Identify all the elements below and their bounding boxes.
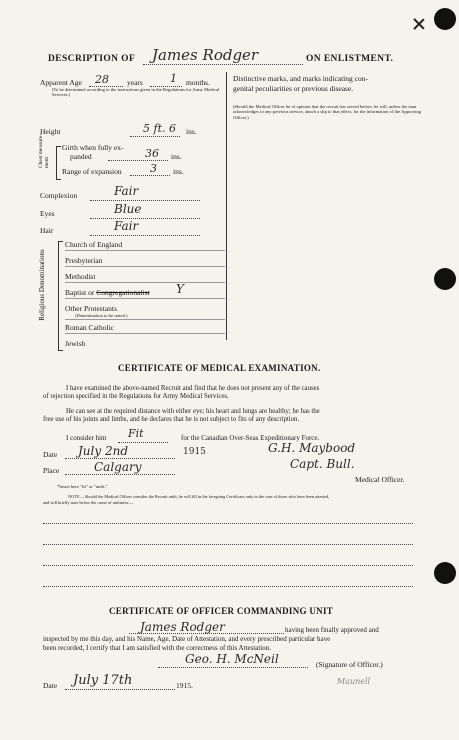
commanding-year: 1915.	[176, 681, 193, 690]
eyes-value: Blue	[114, 202, 142, 216]
religion-bracket	[58, 241, 63, 351]
expeditionary-force-label: for the Canadian Over-Seas Expeditionary Force.	[181, 434, 320, 442]
girth-unit: ins.	[171, 152, 182, 161]
complexion-label: Complexion	[40, 191, 78, 200]
binder-hole-middle	[434, 268, 456, 290]
height-unit: ins.	[186, 127, 197, 136]
medical-officer-rank: Capt. Bull.	[290, 457, 355, 471]
medical-para2-line2: free use of his joints and limbs, and he declares that he is not subject to fits of any description.	[43, 416, 300, 423]
girth-value: 36	[145, 147, 159, 160]
commanding-officer-certificate-title: CERTIFICATE OF OFFICER COMMANDING UNIT	[109, 606, 334, 616]
commanding-officer-signature: Geo. H. McNeil	[185, 652, 279, 666]
faint-initials: Maunell	[337, 677, 371, 686]
baptist-prefix: Baptist or	[65, 288, 95, 297]
signature-of-officer-label: (Signature of Officer.)	[316, 660, 383, 669]
jewish-label: Jewish	[65, 339, 86, 348]
age-months-value: 1	[170, 72, 177, 85]
other-protestants-label: Other Protestants	[65, 304, 117, 313]
medical-officer-signature: G.H. Maybood	[268, 441, 356, 455]
medical-para2-line1: He can see at the required distance with either eye; his heart and lungs are healthy; he has the	[66, 408, 320, 415]
girth-label-line1: Girth when fully ex-	[62, 143, 124, 152]
fit-insert-note: *Insert here "fit" or "unfit."	[57, 484, 108, 489]
distinctive-marks-label-line1: Distinctive marks, and marks indicating con-	[233, 74, 368, 83]
fit-value: Fit	[128, 427, 144, 440]
medical-certificate-title: CERTIFICATE OF MEDICAL EXAMINATION.	[118, 363, 321, 373]
medical-note-line2: and will briefly state below the cause of unfitness:—	[43, 500, 134, 505]
months-label: months.	[186, 78, 210, 87]
other-protestants-note: (Denomination to be stated.)	[75, 313, 128, 318]
hair-value: Fair	[114, 219, 139, 233]
commanding-line2: inspected by me this day, and his Name, Age, Date of Attestation, and every prescribed particular have	[43, 635, 331, 643]
girth-label-line2: panded	[70, 152, 92, 161]
medical-date-label: Date	[43, 450, 58, 459]
binder-hole-top	[434, 8, 456, 30]
chest-bracket	[56, 146, 61, 180]
commanding-date-value: July 17th	[73, 673, 133, 688]
range-of-expansion-label: Range of expansion	[62, 167, 122, 176]
medical-officer-label: Medical Officer.	[355, 475, 405, 484]
religious-denominations-side-label: Religious Denominations	[38, 249, 46, 321]
height-label: Height	[40, 127, 61, 136]
on-enlistment-label: ON ENLISTMENT.	[306, 54, 394, 64]
complexion-value: Fair	[114, 184, 139, 198]
commanding-line3: been recorded, I certify that I am satisfied with the correctness of this Attestation.	[43, 644, 272, 652]
distinctive-marks-label-line2: genital peculiarities or previous disease.	[233, 84, 354, 93]
expansion-value: 3	[150, 162, 157, 175]
corner-cross-mark	[413, 18, 425, 30]
place-value: Calgary	[94, 460, 142, 474]
congregationalist-struck: Congregationalist	[96, 288, 150, 297]
binder-hole-bottom	[434, 562, 456, 584]
description-of-label: DESCRIPTION OF	[48, 54, 136, 64]
years-label: years	[127, 78, 143, 87]
chest-measurement-side-label: Chest measure-ment	[38, 133, 50, 168]
church-of-england-label: Church of England	[65, 240, 123, 249]
methodist-label: Methodist	[65, 272, 96, 281]
baptist-mark: Y	[176, 282, 184, 296]
roman-catholic-label: Roman Catholic	[65, 323, 114, 332]
column-divider	[226, 72, 227, 340]
hair-label: Hair	[40, 226, 54, 235]
place-label: Place	[43, 466, 60, 475]
medical-year: 1915	[183, 447, 206, 457]
medical-date-value: July 2nd	[78, 444, 129, 458]
medical-para1-line1: I have examined the above-named Recruit and find that he does not present any of the causes	[66, 385, 320, 392]
apparent-age-label: Apparent Age	[40, 78, 82, 87]
baptist-label	[65, 288, 150, 297]
presbyterian-label: Presbyterian	[65, 256, 103, 265]
commanding-date-label: Date	[43, 681, 58, 690]
expansion-unit: ins.	[173, 167, 184, 176]
commanding-recruit-name: James Rodger	[140, 620, 225, 634]
consider-him-label: I consider him	[66, 434, 107, 442]
medical-note-line1: NOTE.—Should the Medical Officer consider the Recruit unfit, he will fill in the foregoing Certificate only in the case of those who have been attested,	[68, 494, 330, 499]
eyes-label: Eyes	[40, 209, 55, 218]
age-years-value: 28	[95, 73, 109, 86]
distinctive-marks-note: (Should the Medical Officer be of opinion that the recruit has served before, he will, unless the man acknowledges to any previous service, attach a slip to that effect, for the information of the Approving Officer.)	[233, 104, 421, 120]
medical-para1-line2: of rejection specified in the Regulations for Army Medical Services.	[43, 393, 229, 400]
age-instruction-note: (To be determined according to the instructions given in the Regulations for Army Medical Services.)	[52, 87, 220, 98]
commanding-line1-suffix: having been finally approved and	[285, 626, 379, 634]
recruit-name-handwritten: James Rodger	[152, 46, 259, 64]
height-value: 5 ft. 6	[143, 122, 176, 135]
